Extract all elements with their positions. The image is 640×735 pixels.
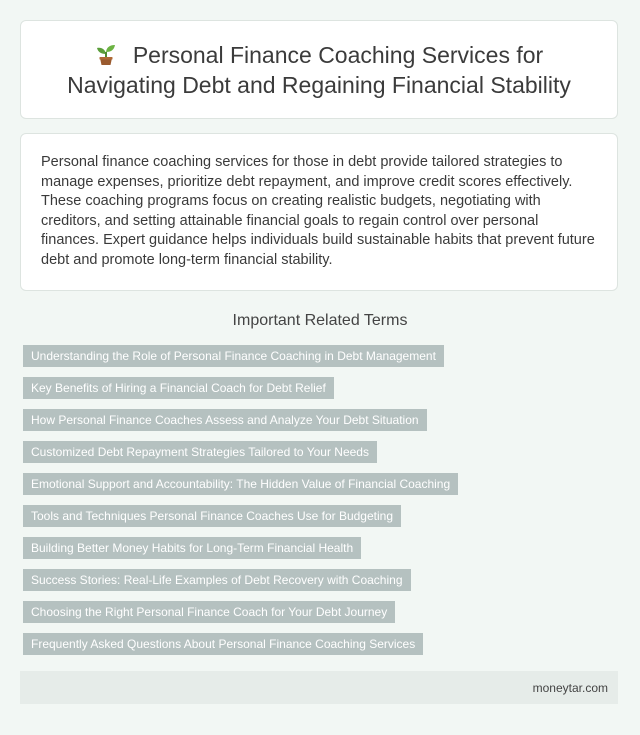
intro-paragraph: Personal finance coaching services for those in debt provide tailored strategies to manage expenses, prioritize debt repayment, and improve credit scores effectively. These coaching programs focus on creating realistic budgets, negotiating with creditors, and setting attainable financial goals to regain control over personal finances. Expert guidance helps individuals build sustainable habits that prevent future debt and promote long-term financial stability.	[41, 154, 595, 268]
related-term-link[interactable]: Key Benefits of Hiring a Financial Coach for Debt Relief	[23, 377, 334, 399]
related-term-link[interactable]: Choosing the Right Personal Finance Coach for Your Debt Journey	[23, 601, 395, 623]
related-terms-heading: Important Related Terms	[232, 312, 408, 329]
related-terms-list	[23, 345, 458, 665]
related-term-link[interactable]: Success Stories: Real-Life Examples of Debt Recovery with Coaching	[23, 569, 411, 591]
title-card	[20, 20, 618, 119]
related-term-link[interactable]: How Personal Finance Coaches Assess and Analyze Your Debt Situation	[23, 409, 427, 431]
seedling-icon	[95, 42, 117, 66]
related-term-link[interactable]: Understanding the Role of Personal Finance Coaching in Debt Management	[23, 345, 444, 367]
page-title	[21, 40, 617, 100]
related-term-link[interactable]: Customized Debt Repayment Strategies Tailored to Your Needs	[23, 441, 377, 463]
related-term-link[interactable]: Building Better Money Habits for Long-Term Financial Health	[23, 537, 361, 559]
related-term-link[interactable]: Frequently Asked Questions About Personal Finance Coaching Services	[23, 633, 423, 655]
footer-site-name[interactable]: moneytar.com	[532, 680, 608, 695]
footer	[20, 671, 618, 704]
page-title-text: Personal Finance Coaching Services for Navigating Debt and Regaining Financial Stability	[67, 41, 571, 98]
related-term-link[interactable]: Tools and Techniques Personal Finance Coaches Use for Budgeting	[23, 505, 401, 527]
intro-card	[20, 133, 618, 291]
related-term-link[interactable]: Emotional Support and Accountability: The Hidden Value of Financial Coaching	[23, 473, 458, 495]
